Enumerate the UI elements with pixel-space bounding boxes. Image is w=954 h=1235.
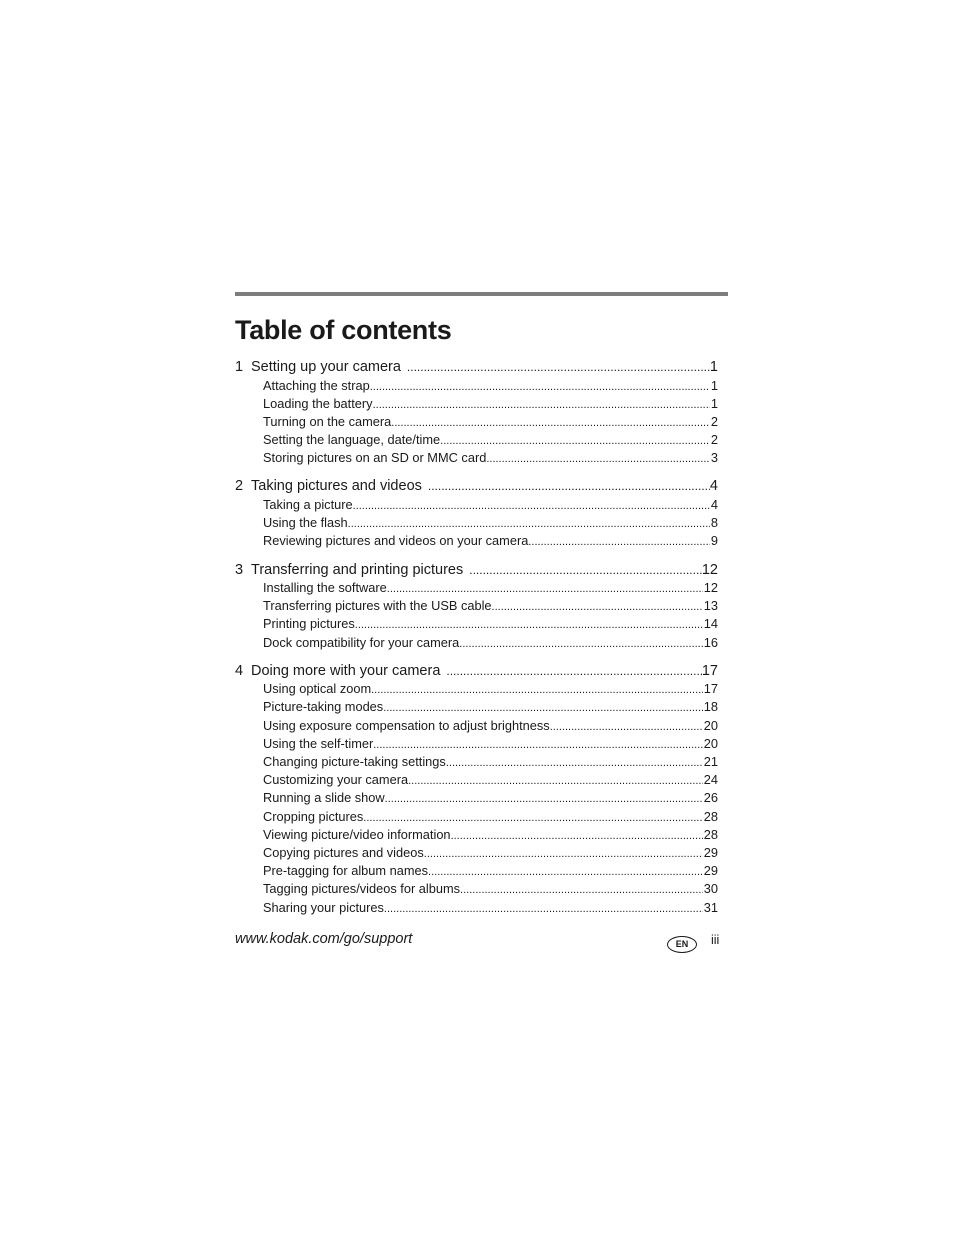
section-page-number: 31 (703, 899, 718, 915)
dot-leader (446, 664, 701, 678)
toc-chapter-entry[interactable] (235, 562, 718, 581)
chapter-title: Taking pictures and videos (251, 478, 422, 495)
section-page-number: 20 (703, 735, 718, 751)
section-title: Changing picture-taking settings (263, 754, 446, 769)
dot-leader (353, 500, 710, 512)
dot-leader (407, 360, 710, 374)
section-page-number: 29 (703, 863, 718, 879)
toc-section-entry[interactable] (235, 718, 718, 736)
toc-chapter (235, 478, 718, 551)
chapter-title: Doing more with your camera (251, 662, 441, 679)
section-title: Attaching the strap (263, 377, 370, 393)
section-title: Printing pictures (263, 616, 355, 632)
section-title: Pre-tagging for album names (263, 863, 429, 879)
dot-leader (424, 848, 703, 860)
section-page-number: 9 (710, 533, 718, 549)
language-badge: EN (667, 936, 697, 953)
section-title: Loading the battery (263, 395, 373, 411)
header-rule (235, 292, 728, 296)
section-title: Dock compatibility for your camera (263, 634, 460, 650)
dot-leader (370, 381, 710, 393)
chapter-page-number: 12 (701, 561, 718, 578)
toc-section-entry[interactable] (235, 515, 718, 533)
section-title: Using exposure compensation to adjust brightness (263, 717, 550, 733)
toc-section-entry[interactable] (235, 881, 718, 899)
section-page-number: 1 (710, 377, 718, 393)
section-page-number: 28 (703, 826, 718, 842)
section-page-number: 8 (710, 515, 718, 531)
chapter-number: 4 (235, 662, 244, 679)
toc-section-entry[interactable] (235, 845, 718, 863)
toc-section-entry[interactable] (235, 432, 718, 450)
toc-section-entry[interactable] (235, 790, 718, 808)
toc-section-entry[interactable] (235, 900, 718, 918)
toc-section-entry[interactable] (235, 414, 718, 432)
section-title: Copying pictures and videos (263, 844, 424, 860)
dot-leader (384, 903, 703, 915)
toc-section-entry[interactable] (235, 827, 718, 845)
chapter-number: 3 (235, 561, 244, 578)
section-page-number: 26 (703, 790, 718, 806)
toc-section-entry[interactable] (235, 681, 718, 699)
toc-section-entry[interactable] (235, 396, 718, 414)
chapter-page-number: 4 (709, 478, 718, 495)
toc-section-entry[interactable] (235, 616, 718, 634)
toc-section-entry[interactable] (235, 450, 718, 468)
section-page-number: 2 (710, 432, 718, 448)
dot-leader (387, 583, 703, 595)
toc-section-entry[interactable] (235, 772, 718, 790)
section-title: Turning on the camera (263, 413, 392, 429)
dot-leader (451, 830, 703, 842)
dot-leader (373, 399, 710, 411)
toc-section-entry[interactable] (235, 754, 718, 772)
toc-section-entry[interactable] (235, 598, 718, 616)
page-number: iii (711, 933, 720, 947)
section-page-number: 30 (703, 881, 718, 897)
dot-leader (459, 638, 702, 650)
dot-leader (428, 479, 710, 493)
chapter-title: Transferring and printing pictures (251, 561, 464, 578)
section-page-number: 17 (703, 681, 718, 697)
section-page-number: 21 (703, 754, 718, 769)
toc-chapter-entry[interactable] (235, 359, 718, 378)
toc-chapter-entry[interactable] (235, 478, 718, 497)
chapter-page-number: 17 (701, 662, 718, 679)
toc-section-entry[interactable] (235, 699, 718, 717)
section-page-number: 28 (703, 808, 718, 824)
toc-chapter (235, 562, 718, 653)
toc-chapter (235, 663, 718, 918)
section-title: Sharing your pictures (263, 899, 384, 915)
dot-leader (363, 812, 702, 824)
chapter-page-number: 1 (709, 359, 718, 375)
toc-section-entry[interactable] (235, 635, 718, 653)
chapter-number: 1 (235, 359, 244, 375)
toc-chapter-entry[interactable] (235, 663, 718, 682)
page-title: Table of contents (235, 315, 452, 345)
toc-section-entry[interactable] (235, 863, 718, 881)
chapter-title: Setting up your camera (251, 359, 401, 375)
section-title: Storing pictures on an SD or MMC card (263, 450, 487, 466)
dot-leader (428, 866, 703, 878)
table-of-contents (235, 359, 718, 928)
toc-section-entry[interactable] (235, 809, 718, 827)
dot-leader (355, 619, 703, 631)
section-page-number: 4 (710, 496, 718, 512)
dot-leader (440, 435, 710, 447)
chapter-number: 2 (235, 478, 244, 495)
dot-leader (469, 563, 702, 577)
section-page-number: 16 (703, 634, 718, 650)
section-title: Transferring pictures with the USB cable (263, 598, 492, 614)
dot-leader (528, 536, 710, 548)
section-title: Using the self-timer (263, 735, 374, 751)
section-page-number: 29 (703, 844, 718, 860)
toc-section-entry[interactable] (235, 378, 718, 396)
toc-section-entry[interactable] (235, 533, 718, 551)
dot-leader (492, 601, 703, 613)
section-title: Using optical zoom (263, 681, 372, 697)
section-title: Tagging pictures/videos for albums (263, 881, 461, 897)
section-title: Running a slide show (263, 790, 385, 806)
section-title: Setting the language, date/time (263, 432, 441, 448)
section-page-number: 13 (703, 598, 718, 614)
section-title: Picture-taking modes (263, 699, 384, 715)
dot-leader (373, 739, 703, 751)
section-title: Reviewing pictures and videos on your camera (263, 533, 529, 549)
section-title: Installing the software (263, 580, 387, 595)
section-page-number: 14 (703, 616, 718, 632)
dot-leader (385, 793, 703, 805)
section-page-number: 12 (703, 580, 718, 595)
section-page-number: 3 (710, 450, 718, 466)
toc-section-entry[interactable] (235, 736, 718, 754)
section-page-number: 1 (710, 395, 718, 411)
dot-leader (383, 702, 703, 714)
section-title: Using the flash (263, 515, 348, 531)
section-title: Customizing your camera (263, 772, 409, 788)
toc-section-entry[interactable] (235, 580, 718, 598)
section-title: Viewing picture/video information (263, 826, 451, 842)
section-page-number: 18 (703, 699, 718, 715)
section-title: Cropping pictures (263, 808, 364, 824)
toc-chapter (235, 359, 718, 468)
dot-leader (486, 453, 710, 465)
section-page-number: 24 (703, 772, 718, 788)
section-page-number: 2 (710, 413, 718, 429)
dot-leader (460, 884, 703, 896)
dot-leader (371, 684, 703, 696)
support-url-link[interactable]: www.kodak.com/go/support (235, 931, 413, 947)
dot-leader (408, 775, 703, 787)
dot-leader (550, 721, 703, 733)
dot-leader (446, 757, 703, 769)
toc-section-entry[interactable] (235, 497, 718, 515)
section-title: Taking a picture (263, 496, 353, 512)
dot-leader (391, 417, 710, 429)
section-page-number: 20 (703, 717, 718, 733)
dot-leader (348, 518, 710, 530)
